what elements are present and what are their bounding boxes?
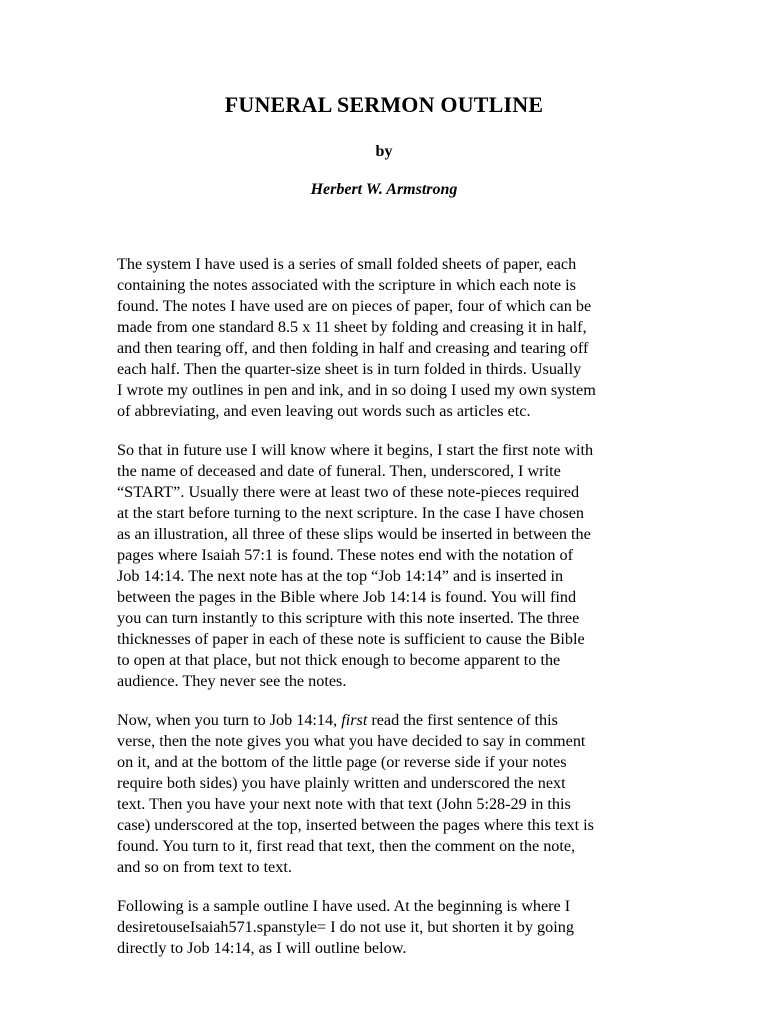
text-line: of abbreviating, and even leaving out words such as articles etc.: [117, 402, 531, 420]
text-line: on it, and at the bottom of the little page (or reverse side if your notes: [117, 753, 567, 771]
text-line: found. You turn to it, first read that text, then the comment on the note,: [117, 837, 576, 855]
text-line: So that in future use I will know where it begins, I start the first note with: [117, 441, 594, 459]
emphasis-text: first: [341, 711, 368, 729]
paragraph-1: [117, 254, 662, 422]
text-line: as an illustration, all three of these slips would be inserted in between the: [117, 525, 591, 543]
paragraph-3: [117, 710, 662, 878]
text-line: the name of deceased and date of funeral. Then, underscored, I write: [117, 462, 561, 480]
text-line: each half. Then the quarter-size sheet is in turn folded in thirds. Usually: [117, 360, 582, 378]
text-line: require both sides) you have plainly written and underscored the next: [117, 774, 566, 792]
text-line: [117, 710, 662, 731]
text-line: you can turn instantly to this scripture with this note inserted. The three: [117, 609, 580, 627]
document-body: [117, 254, 662, 977]
text-line: containing the notes associated with the scripture in which each note is: [117, 276, 576, 294]
text-line: Following is a sample outline I have used. At the beginning is where I: [117, 897, 571, 915]
text-line: “START”. Usually there were at least two of these note-pieces required: [117, 483, 580, 501]
text-line: and so on from text to text.: [117, 858, 292, 876]
text-line: and then tearing off, and then folding in half and creasing and tearing off: [117, 339, 589, 357]
text-line: pages where Isaiah 57:1 is found. These notes end with the notation of: [117, 546, 573, 564]
text-segment: read the first sentence of this: [367, 711, 558, 729]
text-line: The system I have used is a series of small folded sheets of paper, each: [117, 255, 577, 273]
text-line: audience. They never see the notes.: [117, 672, 347, 690]
text-line: found. The notes I have used are on pieces of paper, four of which can be: [117, 297, 592, 315]
text-line: text. Then you have your next note with that text (John 5:28-29 in this: [117, 795, 571, 813]
text-line: desiretouseIsaiah571.spanstyle= I do not use it, but shorten it by going: [117, 918, 574, 936]
text-line: between the pages in the Bible where Job 14:14 is found. You will find: [117, 588, 577, 606]
text-line: I wrote my outlines in pen and ink, and in so doing I used my own system: [117, 381, 596, 399]
byline-by: by: [375, 143, 393, 160]
text-line: verse, then the note gives you what you have decided to say in comment: [117, 732, 586, 750]
author-name: Herbert W. Armstrong: [310, 181, 458, 198]
document-title: FUNERAL SERMON OUTLINE: [224, 92, 544, 117]
text-line: Job 14:14. The next note has at the top “Job 14:14” and is inserted in: [117, 567, 564, 585]
text-line: case) underscored at the top, inserted between the pages where this text is: [117, 816, 594, 834]
paragraph-2: [117, 440, 662, 692]
text-segment: Now, when you turn to Job 14:14,: [117, 711, 342, 729]
text-line: at the start before turning to the next scripture. In the case I have chosen: [117, 504, 585, 522]
text-line: made from one standard 8.5 x 11 sheet by folding and creasing it in half,: [117, 318, 587, 336]
text-line: to open at that place, but not thick enough to become apparent to the: [117, 651, 561, 669]
text-line: directly to Job 14:14, as I will outline below.: [117, 939, 407, 957]
paragraph-4: [117, 896, 662, 959]
text-line: thicknesses of paper in each of these note is sufficient to cause the Bible: [117, 630, 585, 648]
